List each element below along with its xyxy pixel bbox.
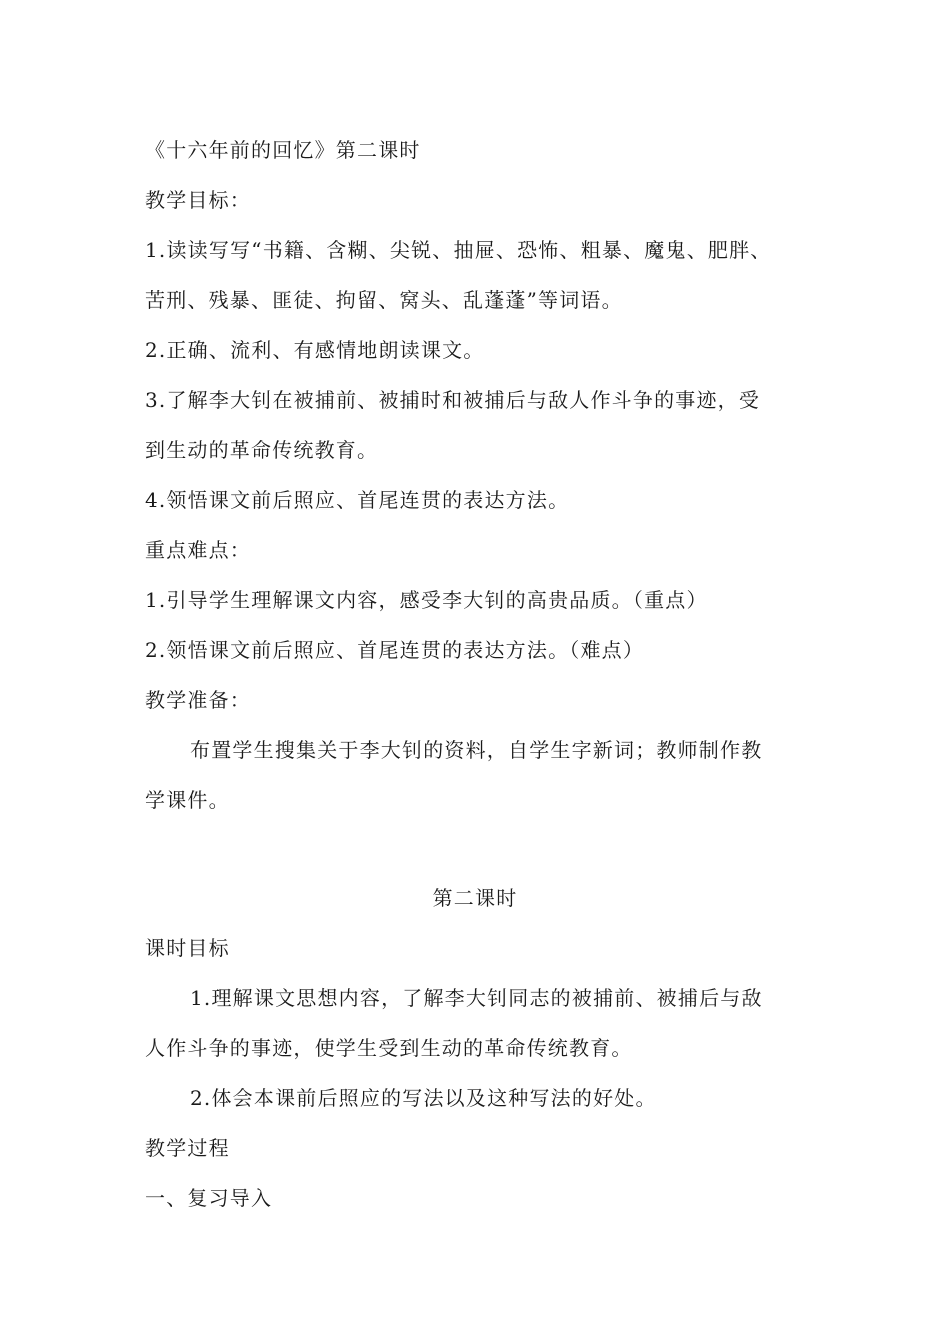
objectives-heading: 教学目标： [145,188,251,212]
objective-line: 到生动的革命传统教育。 [145,438,379,462]
keypoints-heading: 重点难点： [145,538,251,562]
process-step: 一、复习导入 [145,1186,273,1210]
lesson-objective-line: 1.理解课文思想内容，了解李大钊同志的被捕前、被捕后与敌 [190,986,763,1010]
document-title: 《十六年前的回忆》第二课时 [145,138,421,162]
objective-line: 苦刑、残暴、匪徒、拘留、窝头、乱蓬蓬”等词语。 [145,288,623,312]
lesson-objective-line: 2.体会本课前后照应的写法以及这种写法的好处。 [190,1086,657,1110]
preparation-heading: 教学准备： [145,688,251,712]
lesson-objective-line: 人作斗争的事迹，使学生受到生动的革命传统教育。 [145,1036,633,1060]
keypoint-line: 2.领悟课文前后照应、首尾连贯的表达方法。（难点） [145,638,645,662]
section-title: 第二课时 [432,886,518,910]
lesson-objectives-heading: 课时目标 [145,936,230,960]
objective-line: 2.正确、流利、有感情地朗读课文。 [145,338,485,362]
objective-line: 1.读读写写“书籍、含糊、尖锐、抽屉、恐怖、粗暴、魔鬼、肥胖、 [145,238,772,262]
preparation-line: 学课件。 [145,788,230,812]
keypoint-line: 1.引导学生理解课文内容，感受李大钊的高贵品质。（重点） [145,588,708,612]
objective-line: 4.领悟课文前后照应、首尾连贯的表达方法。 [145,488,570,512]
preparation-line: 布置学生搜集关于李大钊的资料，自学生字新词；教师制作教 [190,738,763,762]
process-heading: 教学过程 [145,1136,230,1160]
objective-line: 3.了解李大钊在被捕前、被捕时和被捕后与敌人作斗争的事迹，受 [145,388,761,412]
